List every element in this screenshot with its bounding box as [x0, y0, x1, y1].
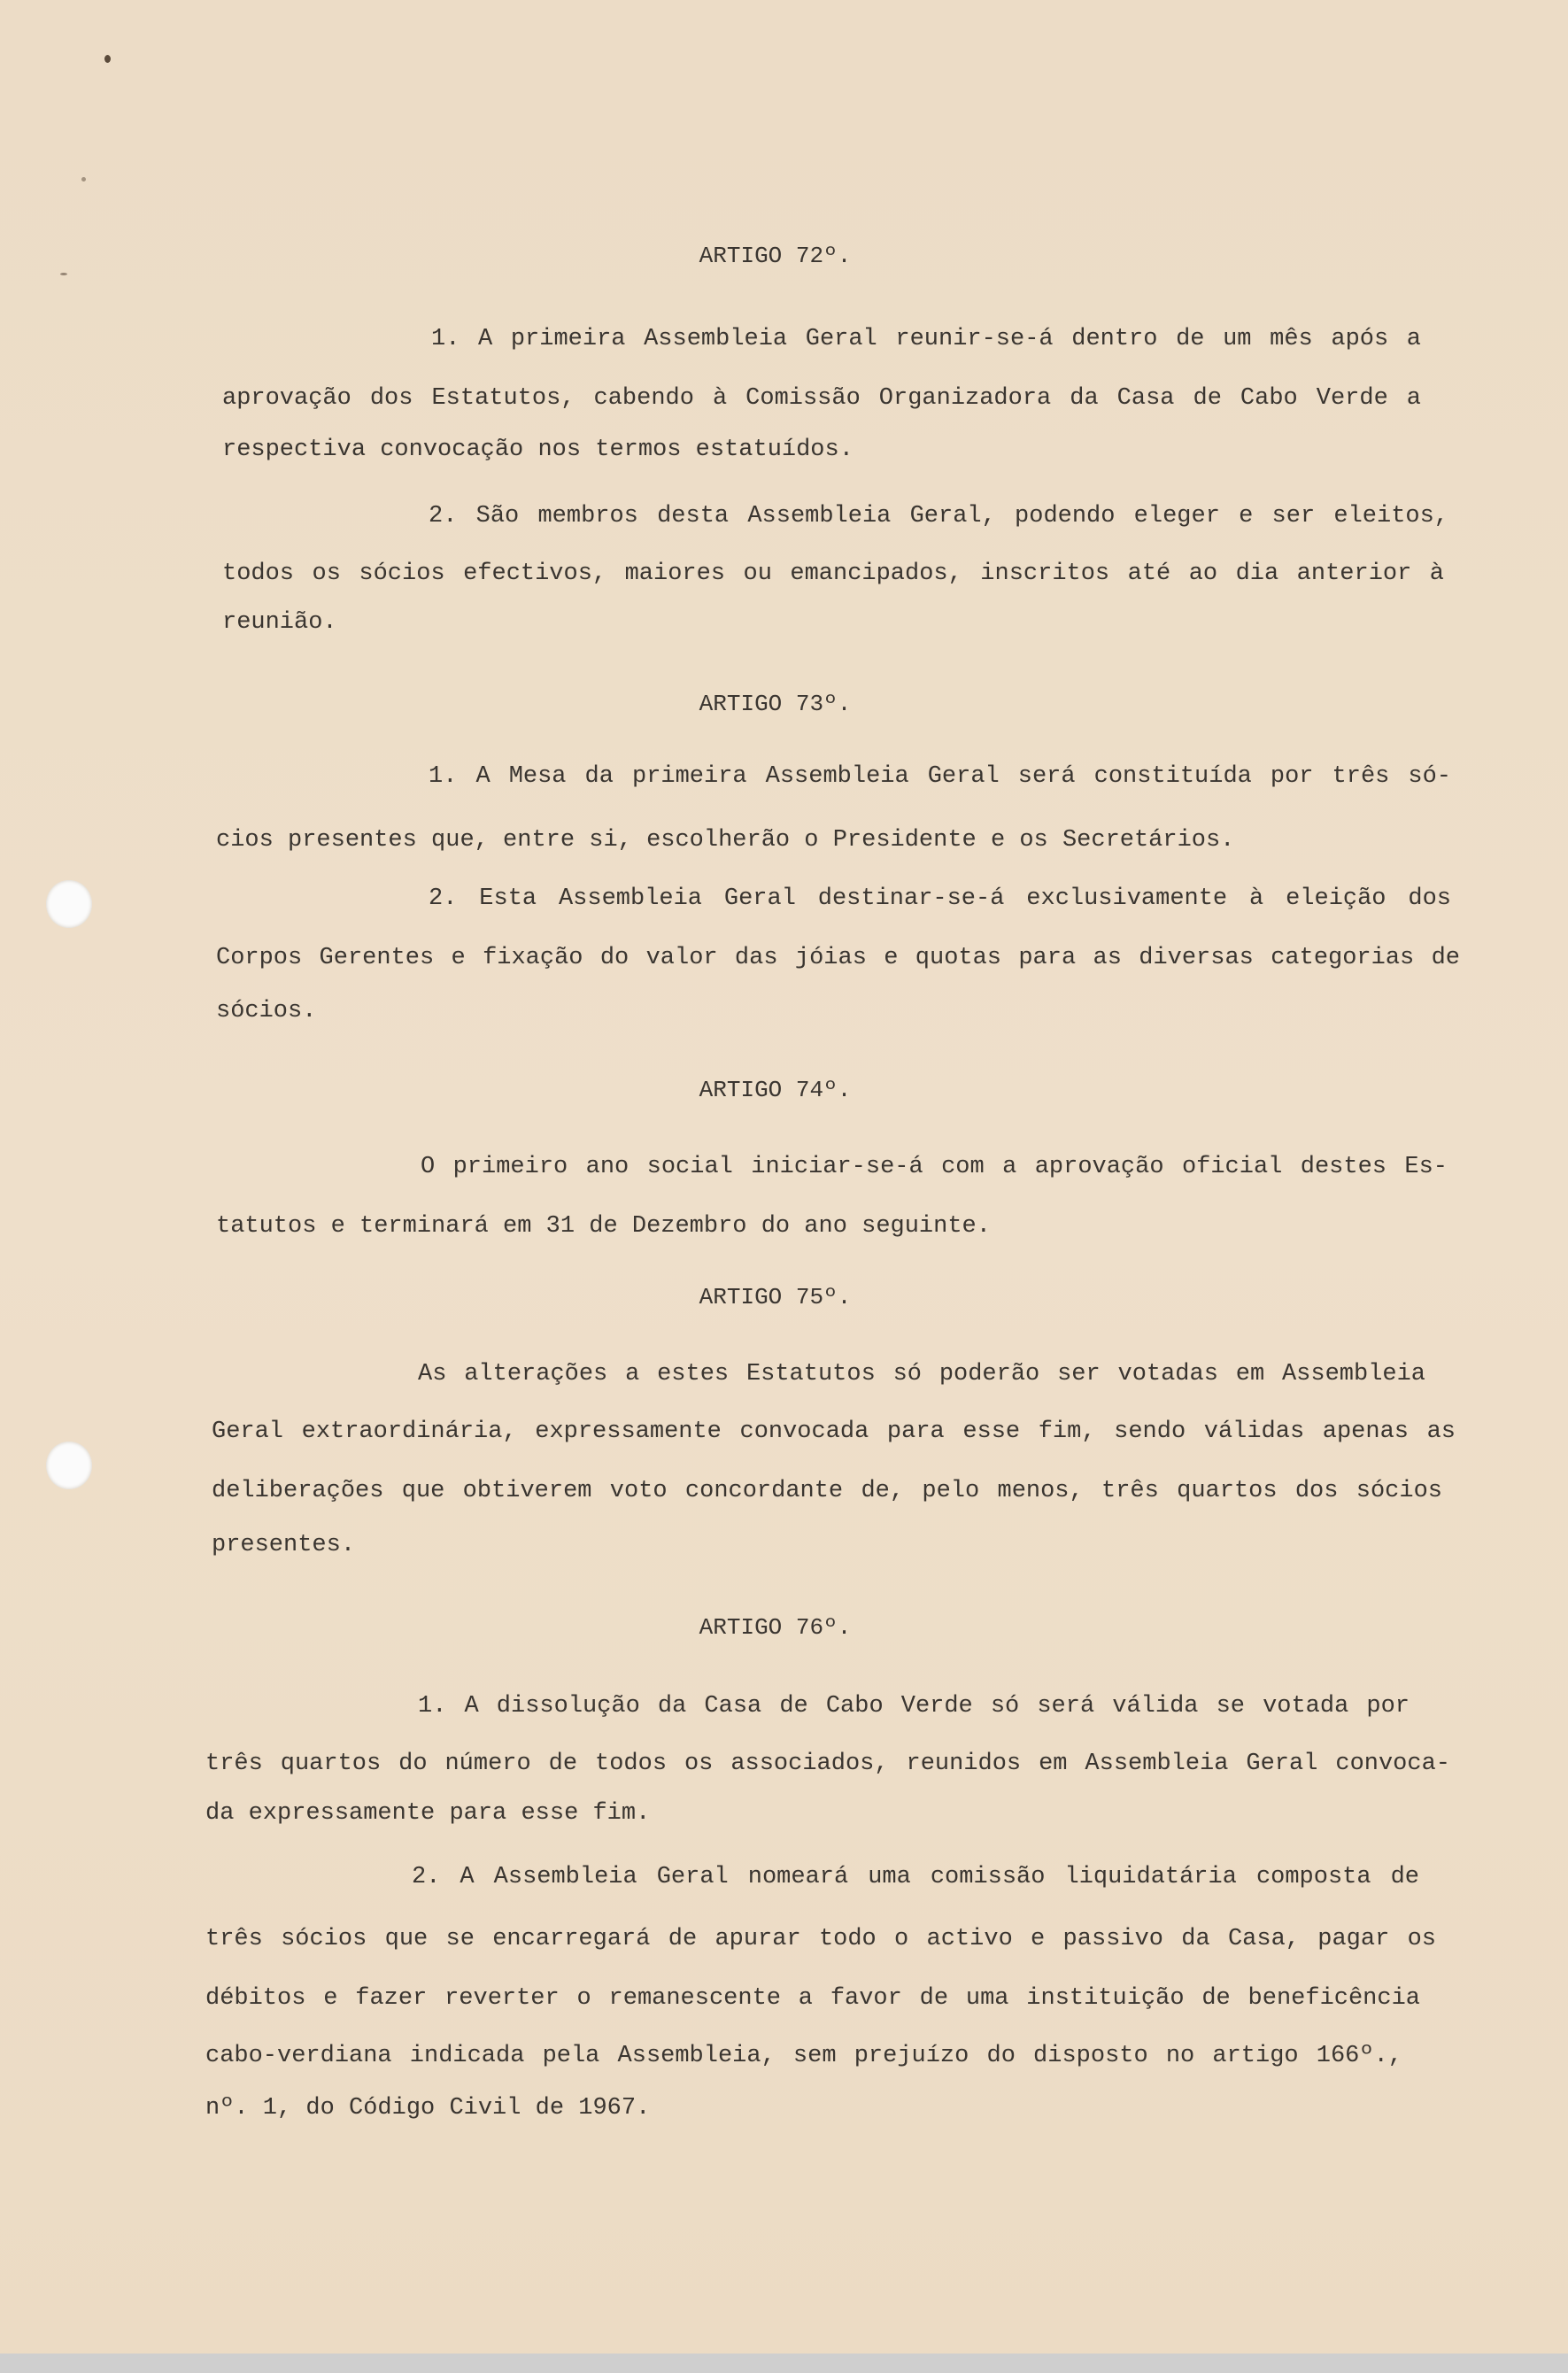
paragraph-line: nº. 1, do Código Civil de 1967. — [205, 2095, 651, 2122]
ink-speck — [60, 273, 67, 275]
paragraph-line: três sócios que se encarregará de apurar todo o activo e passivo da Casa, pagar os — [205, 1926, 1436, 1952]
paragraph-line: aprovação dos Estatutos, cabendo à Comissão Organizadora da Casa de Cabo Verde a — [222, 385, 1421, 412]
article-heading: ARTIGO 75º. — [699, 1284, 852, 1310]
paragraph-line: 1. A Mesa da primeira Assembleia Geral será constituída por três só- — [429, 763, 1451, 790]
paragraph-line: O primeiro ano social iniciar-se-á com a aprovação oficial destes Es- — [421, 1154, 1448, 1180]
paragraph-line: 1. A dissolução da Casa de Cabo Verde só será válida se votada por — [418, 1693, 1410, 1720]
paragraph-line: 2. São membros desta Assembleia Geral, podendo eleger e ser eleitos, — [429, 503, 1448, 529]
paragraph-line: sócios. — [216, 998, 317, 1024]
paragraph-line: 2. Esta Assembleia Geral destinar-se-á exclusivamente à eleição dos — [429, 885, 1451, 912]
paragraph-line: Corpos Gerentes e fixação do valor das jóias e quotas para as diversas categorias de — [216, 945, 1460, 971]
paragraph-line: As alterações a estes Estatutos só poderão ser votadas em Assembleia — [418, 1361, 1425, 1387]
paragraph-line: Geral extraordinária, expressamente convocada para esse fim, sendo válidas apenas as — [212, 1418, 1456, 1445]
paragraph-line: 2. A Assembleia Geral nomeará uma comissão liquidatária composta de — [412, 1864, 1419, 1890]
article-heading: ARTIGO 76º. — [699, 1614, 852, 1641]
paragraph-line: da expressamente para esse fim. — [205, 1800, 651, 1827]
scan-bottom-edge — [0, 2354, 1568, 2373]
paragraph-line: cabo-verdiana indicada pela Assembleia, sem prejuízo do disposto no artigo 166º., — [205, 2043, 1402, 2069]
paragraph-line: respectiva convocação nos termos estatuídos. — [222, 437, 854, 463]
article-heading: ARTIGO 72º. — [699, 243, 852, 269]
punch-hole — [46, 1442, 92, 1489]
article-heading: ARTIGO 74º. — [699, 1077, 852, 1103]
paragraph-line: cios presentes que, entre si, escolherão o Presidente e os Secretários. — [216, 827, 1235, 854]
paragraph-line: reunião. — [222, 609, 337, 636]
paragraph-line: deliberações que obtiverem voto concordante de, pelo menos, três quartos dos sócios — [212, 1478, 1442, 1504]
paragraph-line: presentes. — [212, 1532, 356, 1558]
ink-speck — [104, 55, 111, 63]
paragraph-line: 1. A primeira Assembleia Geral reunir-se-á dentro de um mês após a — [431, 326, 1421, 352]
paragraph-line: débitos e fazer reverter o remanescente a favor de uma instituição de beneficência — [205, 1985, 1420, 2012]
paragraph-line: três quartos do número de todos os associados, reunidos em Assembleia Geral convoca- — [205, 1751, 1450, 1777]
ink-speck — [81, 177, 86, 182]
paragraph-line: tatutos e terminará em 31 de Dezembro do ano seguinte. — [216, 1213, 991, 1240]
article-heading: ARTIGO 73º. — [699, 691, 852, 717]
paragraph-line: todos os sócios efectivos, maiores ou emancipados, inscritos até ao dia anterior à — [222, 560, 1444, 587]
punch-hole — [46, 880, 92, 928]
